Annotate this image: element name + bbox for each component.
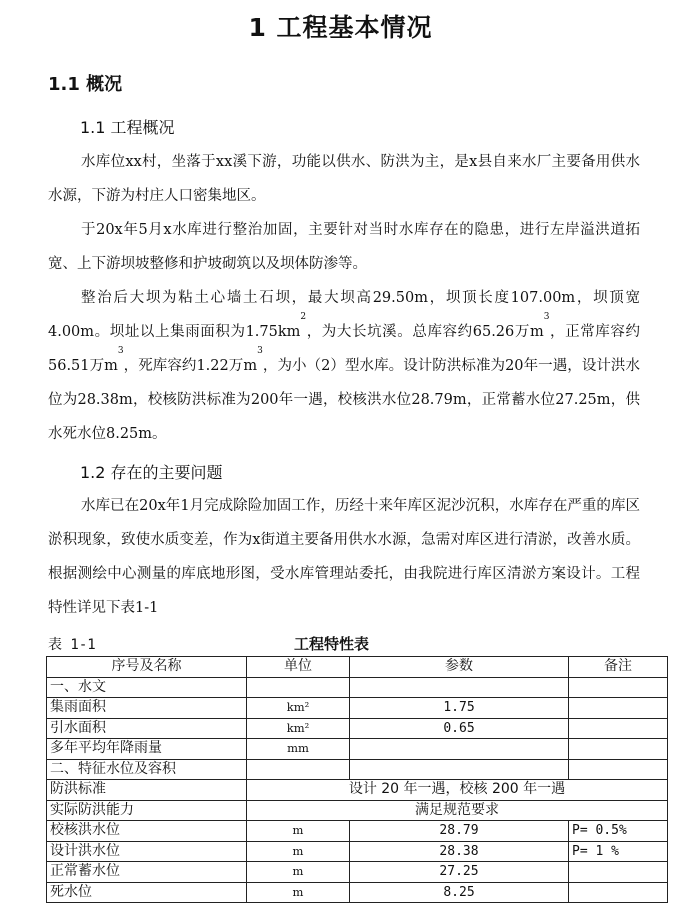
dam-text-b: ，为大长坑溪。总库容约65.26万m (306, 324, 544, 340)
row-name: 一、水文 (47, 677, 247, 698)
row-name: 引水面积 (47, 718, 247, 739)
row-note: P= 1 % (569, 841, 668, 862)
table-row (47, 882, 668, 903)
dam-text-a: 整治后大坝为粘土心墙土石坝，最大坝高29.50m，坝顶长度107.00m，坝顶宽4.00m。坝址以上集雨面积为1.75km (48, 290, 640, 340)
row-unit (247, 759, 350, 780)
table-title: 工程特性表 (294, 635, 370, 653)
paragraph-dam-parameters (48, 281, 640, 451)
row-note (569, 759, 668, 780)
header-note: 备注 (569, 657, 668, 678)
row-unit: km² (247, 698, 350, 719)
table-row (47, 800, 668, 821)
engineering-characteristics-table (46, 656, 668, 903)
header-name: 序号及名称 (47, 657, 247, 678)
row-name: 多年平均年降雨量 (47, 739, 247, 760)
row-note (569, 718, 668, 739)
row-unit: m (247, 821, 350, 842)
table-row (47, 841, 668, 862)
dam-text-c: ，正常库容约56.51万m (48, 324, 640, 374)
row-unit (247, 677, 350, 698)
table-row (47, 821, 668, 842)
table-header-row (47, 657, 668, 678)
table-row (47, 698, 668, 719)
row-unit: km² (247, 718, 350, 739)
row-value (350, 677, 569, 698)
row-value (350, 759, 569, 780)
row-merged-value: 满足规范要求 (247, 800, 668, 821)
row-note (569, 739, 668, 760)
table-row (47, 677, 668, 698)
row-name: 实际防洪能力 (47, 800, 247, 821)
row-unit: m (247, 882, 350, 903)
chapter-title: 1 工程基本情况 (248, 13, 433, 42)
row-name: 正常蓄水位 (47, 862, 247, 883)
paragraph-renovation: 于20x年5月x水库进行整治加固，主要针对当时水库存在的隐患，进行左岸溢洪道拓宽、上下游坝坡整修和护坡砌筑以及坝体防渗等。 (48, 222, 640, 272)
row-name: 死水位 (47, 882, 247, 903)
dam-text-d: ，死库容约1.22万m (123, 358, 258, 374)
row-value: 0.65 (350, 718, 569, 739)
paragraph-problems: 水库已在20x年1月完成除险加固工作，历经十来年库区泥沙沉积，水库存在严重的库区淤积现象，致使水质变差，作为x街道主要备用供水水源，急需对库区进行清淤，改善水质。根据测绘中心测量的库底地形图，受水库管理站委托，由我院进行库区清淤方案设计。工程特性详见下表1-1 (48, 498, 640, 616)
subsection-heading-overview: 1.1 工程概况 (80, 118, 175, 137)
superscript: 3 (257, 346, 263, 356)
row-name: 防洪标准 (47, 780, 247, 801)
row-value: 8.25 (350, 882, 569, 903)
header-unit: 单位 (247, 657, 350, 678)
superscript: 3 (117, 346, 124, 356)
row-value: 28.38 (350, 841, 569, 862)
row-name: 二、特征水位及容积 (47, 759, 247, 780)
dam-text-e: ，为小（2）型水库。设计防洪标准为20年一遇，设计洪水位为28.38m，校核防洪标准为200年一遇，校核洪水位28.79m，正常蓄水位27.25m，供水死水位8.25m。 (48, 358, 640, 442)
row-value: 1.75 (350, 698, 569, 719)
table-number: 表 1-1 (48, 637, 96, 653)
paragraph-location: 水库位xx村，坐落于xx溪下游，功能以供水、防洪为主，是x县自来水厂主要备用供水水源，下游为村庄人口密集地区。 (48, 154, 640, 204)
header-value: 参数 (350, 657, 569, 678)
table-row (47, 718, 668, 739)
table-row (47, 739, 668, 760)
row-note (569, 882, 668, 903)
row-unit: m (247, 841, 350, 862)
row-name: 集雨面积 (47, 698, 247, 719)
row-note: P= 0.5% (569, 821, 668, 842)
row-unit: m (247, 862, 350, 883)
table-row (47, 862, 668, 883)
row-name: 设计洪水位 (47, 841, 247, 862)
row-note (569, 698, 668, 719)
row-value (350, 739, 569, 760)
table-row (47, 759, 668, 780)
section-heading: 1.1 概况 (48, 74, 123, 95)
superscript: 3 (543, 312, 550, 322)
row-unit: mm (247, 739, 350, 760)
row-value: 27.25 (350, 862, 569, 883)
row-value: 28.79 (350, 821, 569, 842)
table-row (47, 780, 668, 801)
row-merged-value: 设计 20 年一遇，校核 200 年一遇 (247, 780, 668, 801)
superscript: 2 (300, 312, 307, 322)
subsection-heading-problems: 1.2 存在的主要问题 (80, 463, 223, 482)
row-note (569, 677, 668, 698)
row-name: 校核洪水位 (47, 821, 247, 842)
row-note (569, 862, 668, 883)
